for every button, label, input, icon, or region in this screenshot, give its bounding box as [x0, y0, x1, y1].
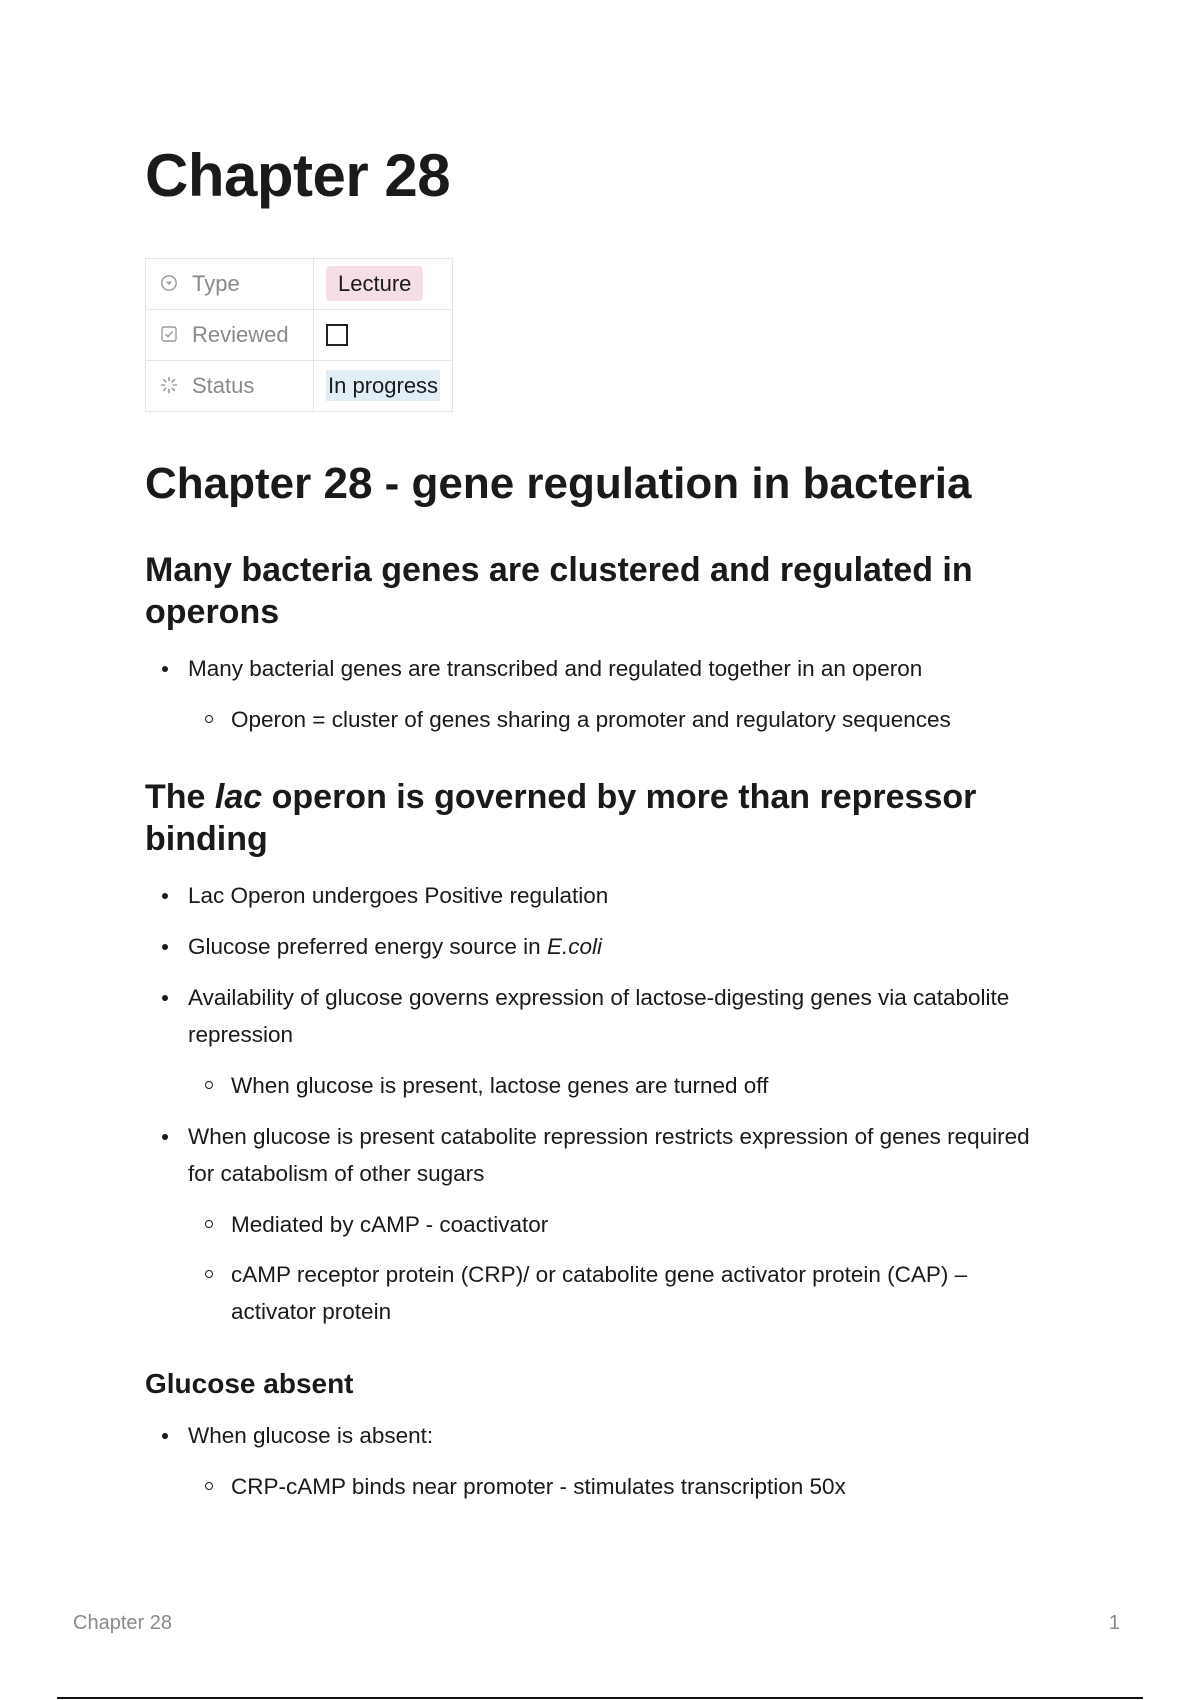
- property-label: Reviewed: [192, 322, 289, 347]
- bullet-list: [145, 650, 1045, 738]
- footer-page-number: 1: [1108, 1612, 1120, 1634]
- property-key-status: [146, 361, 314, 412]
- heading-text: operon is governed by more than repressor binding: [145, 777, 977, 859]
- list-item: [145, 650, 1045, 738]
- list-item-text: When glucose is present catabolite repression restricts expression of genes required for catabolism of other sugars: [188, 1123, 1030, 1186]
- properties-table: [145, 258, 453, 412]
- list-item-text: Glucose preferred energy source in: [188, 933, 547, 959]
- property-value-reviewed: [314, 310, 453, 361]
- section-heading-lac-operon: [145, 776, 1045, 861]
- main-heading: Chapter 28 - gene regulation in bacteria: [145, 459, 972, 508]
- bullet-list: [145, 877, 1045, 1330]
- document-page: [145, 140, 1045, 1519]
- section-heading-glucose-absent: Glucose absent: [145, 1367, 354, 1399]
- footer-title: Chapter 28: [73, 1612, 172, 1634]
- type-tag: Lecture: [326, 266, 423, 301]
- property-key-type: [146, 259, 314, 310]
- status-tag: In progress: [326, 370, 440, 401]
- sub-bullet-list: [188, 1206, 1045, 1330]
- reviewed-checkbox[interactable]: [326, 324, 348, 346]
- heading-italic-text: lac: [214, 777, 263, 816]
- list-item: [145, 979, 1045, 1104]
- property-key-reviewed: [146, 310, 314, 361]
- list-item: [145, 928, 1045, 965]
- property-row-reviewed: [146, 310, 453, 361]
- select-icon: [160, 274, 178, 292]
- page-title: Chapter 28: [145, 142, 451, 209]
- heading-text: The: [145, 777, 215, 816]
- list-item: Operon = cluster of genes sharing a promoter and regulatory sequences: [188, 701, 1045, 738]
- sub-bullet-list: [188, 701, 1045, 738]
- list-item: CRP-cAMP binds near promoter - stimulates transcription 50x: [188, 1468, 1045, 1505]
- checkbox-icon: [160, 325, 178, 343]
- list-item-text: Availability of glucose governs expression of lactose-digesting genes via catabolite repression: [188, 984, 1010, 1047]
- list-item: [145, 1118, 1045, 1330]
- list-item: [145, 1417, 1045, 1505]
- list-item-text: When glucose is absent:: [188, 1422, 434, 1448]
- property-row-status: [146, 361, 453, 412]
- property-label: Type: [192, 271, 240, 296]
- property-row-type: [146, 259, 453, 310]
- list-item: Mediated by cAMP - coactivator: [188, 1206, 1045, 1243]
- property-label: Status: [192, 373, 255, 398]
- property-value-status[interactable]: [314, 361, 453, 412]
- sub-bullet-list: [188, 1067, 1045, 1104]
- status-spinner-icon: [160, 376, 178, 394]
- sub-bullet-list: [188, 1468, 1045, 1505]
- list-item: Lac Operon undergoes Positive regulation: [145, 877, 1045, 914]
- page-bottom-rule: [57, 1697, 1143, 1699]
- list-item: When glucose is present, lactose genes are turned off: [188, 1067, 1045, 1104]
- list-item-text: Many bacterial genes are transcribed and regulated together in an operon: [188, 655, 923, 681]
- list-item-italic-text: E.coli: [546, 933, 602, 959]
- section-heading-operons: Many bacteria genes are clustered and regulated in operons: [145, 550, 973, 632]
- property-value-type[interactable]: [314, 259, 453, 310]
- list-item: cAMP receptor protein (CRP)/ or catabolite gene activator protein (CAP) – activator protein: [188, 1256, 1045, 1330]
- bullet-list: [145, 1417, 1045, 1505]
